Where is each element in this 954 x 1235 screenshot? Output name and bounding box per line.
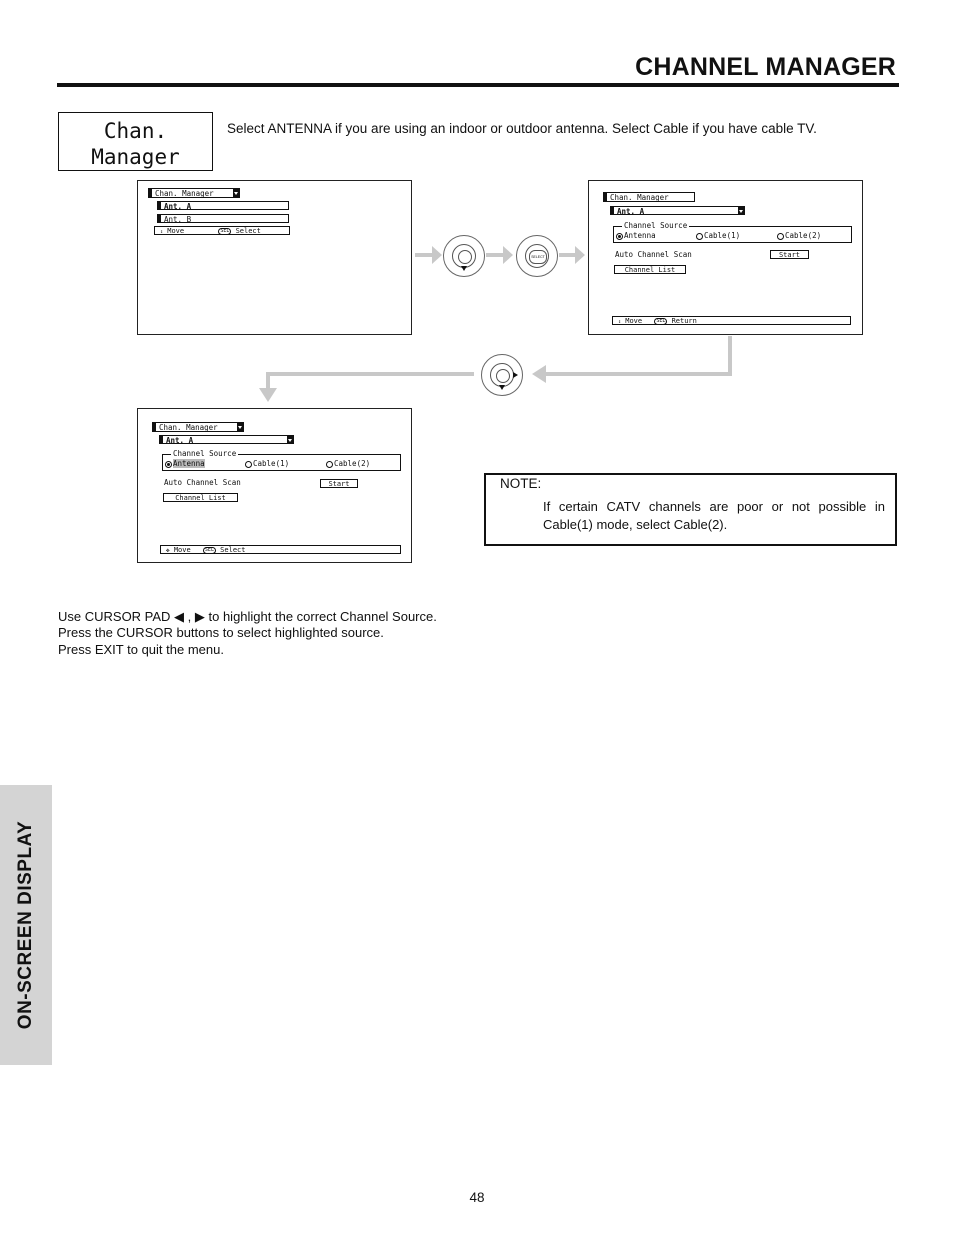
updown-icon: ↕ — [160, 229, 164, 235]
radio-icon — [777, 233, 784, 240]
status-action-label: Select — [235, 227, 261, 235]
radio-antenna-label: Antenna — [624, 231, 656, 240]
screen-2 — [588, 180, 863, 335]
status-action-label: Return — [671, 317, 697, 325]
section-box-line2: Manager — [91, 145, 180, 169]
cursor-pad-small-icon: ✥ — [166, 547, 170, 554]
radio-cable2-label: Cable(2) — [785, 231, 822, 240]
flow-arrow-2 — [486, 253, 504, 257]
channel-list-button[interactable]: Channel List — [163, 493, 238, 502]
updown-icon: ↕ — [618, 319, 622, 325]
radio-cable1-label: Cable(1) — [253, 459, 290, 468]
instruction-2: Press the CURSOR buttons to select highlighted source. — [58, 625, 384, 640]
chevron-down-icon — [287, 436, 294, 443]
instruction-3: Press EXIT to quit the menu. — [58, 642, 224, 657]
screen3-dropdown[interactable] — [159, 435, 294, 444]
page-number: 48 — [469, 1190, 485, 1205]
radio-antenna-label: Antenna — [173, 459, 205, 468]
radio-selected-icon — [165, 461, 172, 468]
radio-cable1-label: Cable(1) — [704, 231, 741, 240]
screen1-item-ant-a[interactable]: Ant. A — [157, 201, 289, 210]
intro-text: Select ANTENNA if you are using an indoor or outdoor antenna. Select Cable if you have cable TV. — [227, 121, 817, 136]
screen3-dropdown-value: Ant. A — [166, 436, 194, 445]
chevron-down-icon — [233, 189, 240, 197]
screen2-status-bar — [612, 316, 851, 325]
auto-channel-scan-label: Auto Channel Scan — [164, 478, 241, 487]
radio-cable2-label: Cable(2) — [334, 459, 371, 468]
cursor-pad-right-icon — [481, 354, 523, 396]
screen2-dropdown-value: Ant. A — [617, 207, 645, 216]
sel-icon: SEL — [204, 546, 214, 553]
screen-3 — [137, 408, 412, 563]
right-arrow-icon — [513, 372, 518, 378]
screen2-channel-source-group — [613, 221, 852, 243]
screen3-title[interactable] — [152, 422, 244, 432]
radio-icon — [696, 233, 703, 240]
title-rule — [57, 83, 899, 87]
down-arrow-icon — [499, 385, 505, 390]
radio-cable2[interactable] — [326, 459, 370, 468]
flow-arrow-head — [432, 246, 442, 264]
status-action-label: Select — [220, 546, 246, 554]
section-box — [58, 112, 213, 171]
screen2-title[interactable] — [603, 192, 695, 202]
screen-1 — [137, 180, 412, 335]
status-move-label: Move — [173, 546, 191, 554]
screen3-channel-source-group — [162, 449, 401, 471]
down-arrow-icon — [461, 266, 467, 271]
screen1-item-ant-b[interactable]: Ant. B — [157, 214, 289, 223]
chevron-down-icon — [738, 207, 745, 214]
chevron-down-icon — [237, 423, 244, 431]
channel-source-label: Channel Source — [624, 221, 688, 230]
instruction-1: Use CURSOR PAD ◀ , ▶ to highlight the correct Channel Source. — [58, 609, 437, 624]
radio-antenna[interactable] — [616, 231, 656, 240]
note-text: If certain CATV channels are poor or not possible in Cable(1) mode, select Cable(2). — [543, 499, 885, 532]
flow-arrow-head — [259, 388, 277, 402]
select-label: SELECT — [529, 250, 547, 264]
screen1-title-text: Chan. Manager — [155, 189, 214, 198]
radio-cable2[interactable] — [777, 231, 821, 240]
flow-arrow-down-segment — [728, 336, 732, 376]
flow-arrow-head — [575, 246, 585, 264]
start-button[interactable]: Start — [320, 479, 358, 488]
sel-icon: SEL — [220, 227, 230, 234]
radio-antenna[interactable] — [165, 459, 205, 468]
radio-icon — [326, 461, 333, 468]
screen1-status-bar — [154, 226, 290, 235]
radio-cable1[interactable] — [696, 231, 740, 240]
status-move-label: Move — [625, 317, 643, 325]
channel-source-label: Channel Source — [173, 449, 237, 458]
status-move-label: Move — [167, 227, 185, 235]
side-tab-label: ON-SCREEN DISPLAY — [15, 820, 36, 1030]
sel-icon: SEL — [656, 317, 666, 324]
section-box-line1: Chan. — [103, 119, 168, 143]
select-button-icon — [516, 235, 558, 277]
screen1-title[interactable] — [148, 188, 240, 198]
pad-center — [458, 250, 472, 264]
page-title: CHANNEL MANAGER — [635, 53, 896, 81]
note-label: NOTE: — [500, 476, 542, 491]
channel-list-button[interactable]: Channel List — [614, 265, 686, 274]
flow-arrow-head — [503, 246, 513, 264]
flow-arrow-return-segment — [546, 372, 732, 376]
radio-cable1[interactable] — [245, 459, 289, 468]
screen2-dropdown[interactable] — [610, 206, 745, 215]
cursor-pad-icon — [443, 235, 485, 277]
screen3-title-text: Chan. Manager — [159, 423, 218, 432]
pad-center — [496, 369, 510, 383]
radio-icon — [245, 461, 252, 468]
screen3-status-bar — [160, 545, 401, 554]
screen2-title-text: Chan. Manager — [610, 193, 669, 202]
flow-arrow-left-segment — [268, 372, 474, 376]
flow-arrow-head — [532, 365, 546, 383]
start-button[interactable]: Start — [770, 250, 809, 259]
radio-selected-icon — [616, 233, 623, 240]
auto-channel-scan-label: Auto Channel Scan — [615, 250, 692, 259]
